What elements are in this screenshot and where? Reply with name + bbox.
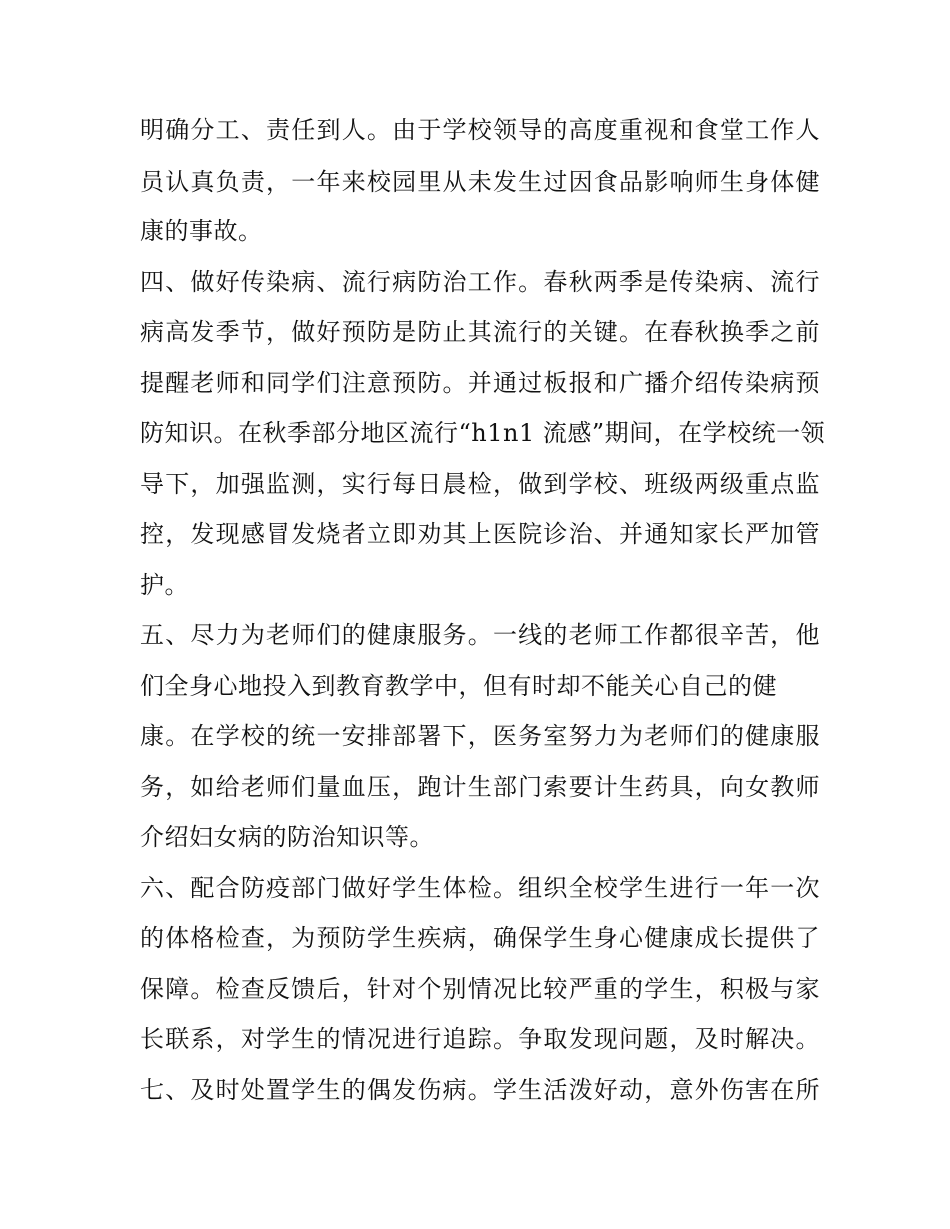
text-line: 长联系，对学生的情况进行追踪。争取发现问题，及时解决。	[140, 1025, 820, 1053]
text-line: 明确分工、责任到人。由于学校领导的高度重视和食堂工作人	[140, 116, 820, 144]
text-line: 康的事故。	[140, 217, 263, 245]
text-line: 员认真负责，一年来校园里从未发生过因食品影响师生身体健	[140, 168, 820, 196]
text-line: 六、配合防疫部门做好学生体检。组织全校学生进行一年一次	[140, 874, 820, 902]
text-line: 导下，加强监测，实行每日晨检，做到学校、班级两级重点监	[140, 470, 820, 498]
text-line: 康。在学校的统一安排部署下，医务室努力为老师们的健康服	[140, 722, 820, 750]
text-line: 们全身心地投入到教育教学中，但有时却不能关心自己的健	[140, 672, 777, 700]
text-line: 的体格检查，为预防学生疾病，确保学生身心健康成长提供了	[140, 924, 820, 952]
text-line: 护。	[140, 571, 189, 599]
text-line: 介绍妇女病的防治知识等。	[140, 823, 434, 851]
text-line: 七、及时处置学生的偶发伤病。学生活泼好动，意外伤害在所	[140, 1076, 820, 1104]
text-line: 五、尽力为老师们的健康服务。一线的老师工作都很辛苦，他	[140, 621, 820, 649]
text-line: 四、做好传染病、流行病防治工作。春秋两季是传染病、流行	[140, 268, 820, 296]
text-line: 防知识。在秋季部分地区流行“h1n1 流感”期间，在学校统一领	[140, 419, 826, 447]
text-line: 提醒老师和同学们注意预防。并通过板报和广播介绍传染病预	[140, 369, 820, 397]
text-line: 控，发现感冒发烧者立即劝其上医院诊治、并通知家长严加管	[140, 520, 820, 548]
text-line: 务，如给老师们量血压，跑计生部门索要计生药具，向女教师	[140, 773, 820, 801]
text-line: 病高发季节，做好预防是防止其流行的关键。在春秋换季之前	[140, 318, 820, 346]
text-line: 保障。检查反馈后，针对个别情况比较严重的学生，积极与家	[140, 975, 820, 1003]
